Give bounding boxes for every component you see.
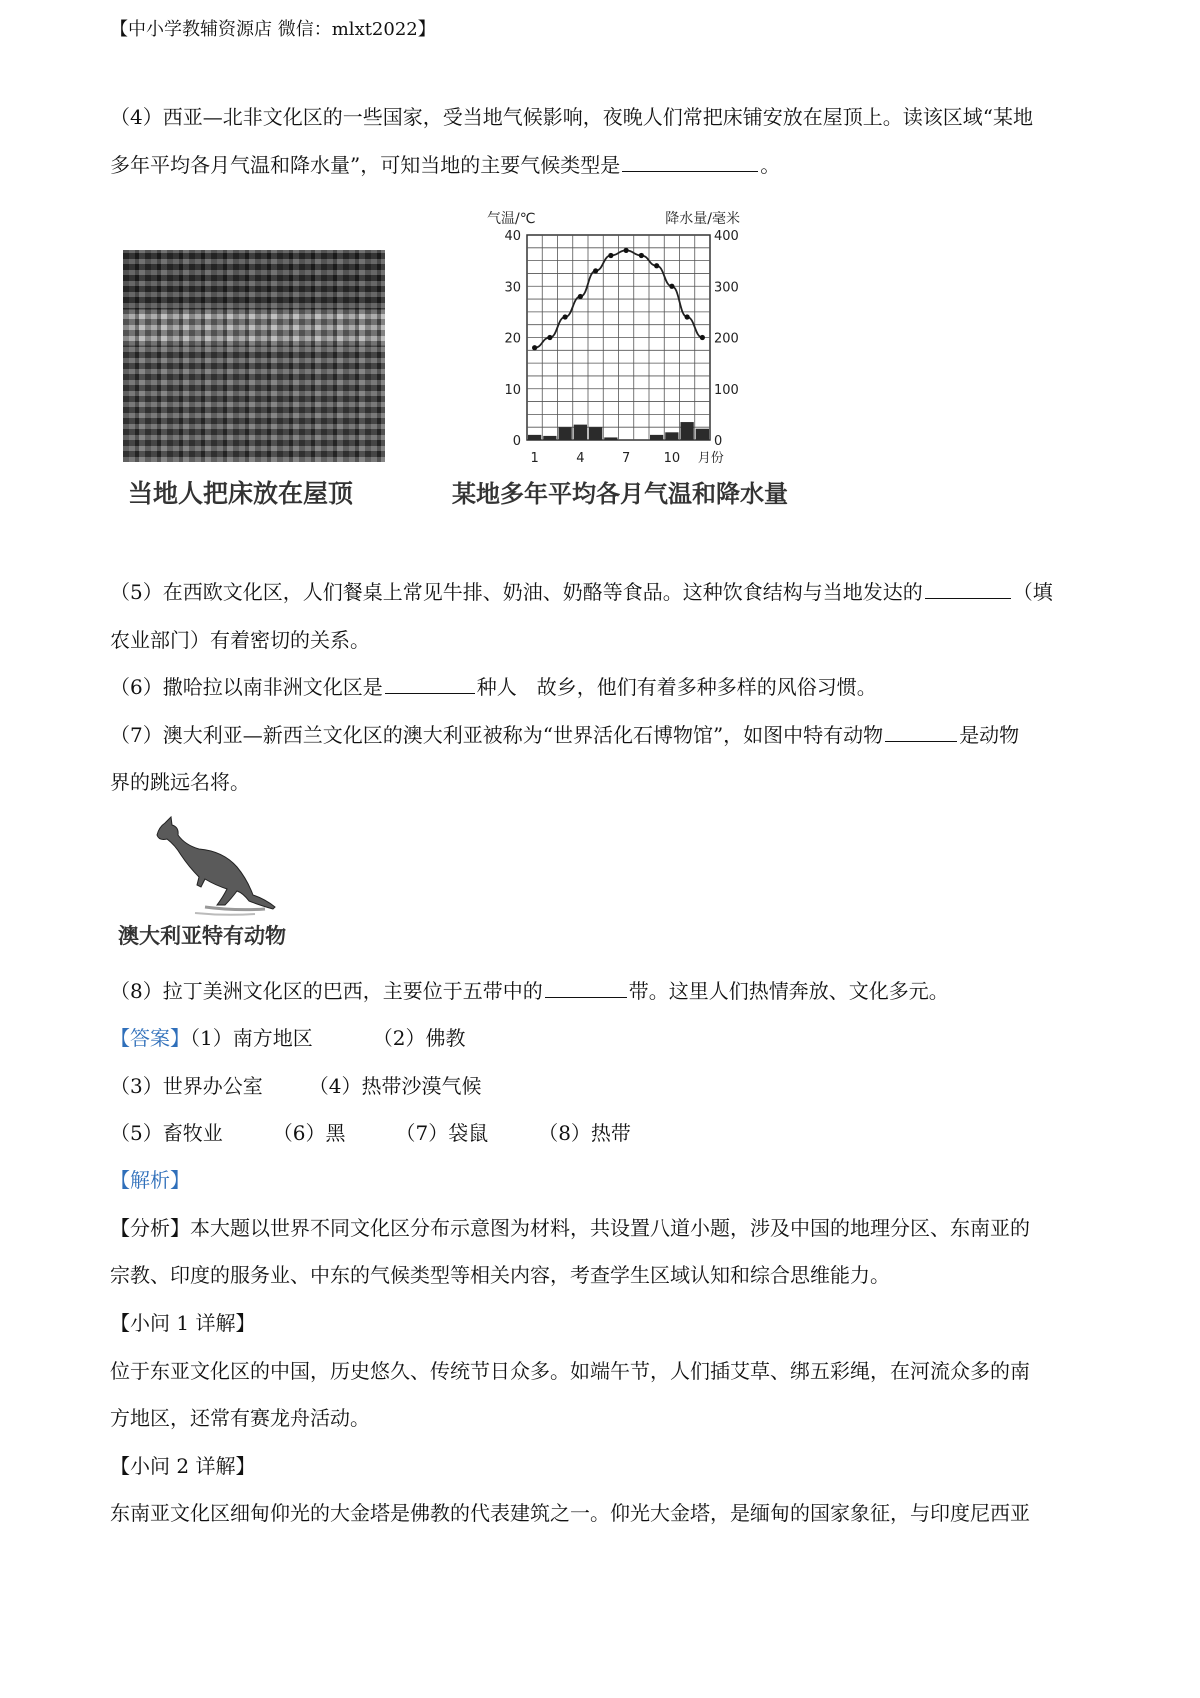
right-tick-label: 200: [714, 331, 739, 347]
q5-line1-text: （5）在西欧文化区，人们餐桌上常见牛排、奶油、奶酪等食品。这种饮食结构与当地发达的: [110, 580, 923, 604]
x-tick-label: 7: [621, 451, 631, 466]
q5-line2: 农业部门）有着密切的关系。: [110, 628, 370, 652]
answer-blank: [622, 151, 758, 172]
temperature-point: [593, 268, 598, 273]
q4-line2: [110, 151, 780, 179]
answer-line2: [110, 1072, 481, 1100]
precipitation-bar: [528, 435, 541, 440]
q4-line2-text: 多年平均各月气温和降水量”，可知当地的主要气候类型是: [110, 153, 621, 177]
chart-title: 某地多年平均各月气温和降水量: [452, 480, 788, 508]
temperature-point: [639, 253, 644, 258]
analysis-p1-line1: 【分析】本大题以世界不同文化区分布示意图为材料，共设置八道小题，涉及中国的地理分区、东南亚的: [110, 1216, 1030, 1240]
answer-blank: [545, 977, 627, 998]
temperature-point: [700, 335, 705, 340]
q7-line1-text: （7）澳大利亚—新西兰文化区的澳大利亚被称为“世界活化石博物馆”，如图中特有动物: [110, 723, 884, 747]
temperature-point: [624, 248, 629, 253]
answer-7: （7）袋鼠: [395, 1121, 489, 1145]
right-tick-label: 300: [714, 280, 739, 296]
precipitation-bar: [696, 429, 709, 440]
q5-line1: [110, 578, 1053, 606]
answer-label: 【答案】: [110, 1026, 190, 1050]
answer-3: （3）世界办公室: [110, 1074, 263, 1098]
answer-1: （1）南方地区: [190, 1026, 313, 1050]
kangaroo-caption: 澳大利亚特有动物: [118, 924, 286, 948]
right-axis-title: 降水量/毫米: [665, 211, 740, 227]
q8-text: （8）拉丁美洲文化区的巴西，主要位于五带中的: [110, 979, 543, 1003]
right-tick-label: 400: [714, 229, 739, 244]
rooftop-beds-photo: [123, 250, 385, 462]
precipitation-bar: [665, 432, 678, 440]
answer-6: （6）黑: [272, 1121, 346, 1145]
q6-text: （6）撒哈拉以南非洲文化区是: [110, 675, 383, 699]
sub1-line1: 位于东亚文化区的中国，历史悠久、传统节日众多。如端午节，人们插艾草、绑五彩绳，在河流众多的南: [110, 1359, 1030, 1383]
temperature-point: [547, 335, 552, 340]
sub1-line2: 方地区，还常有赛龙舟活动。: [110, 1406, 370, 1430]
precipitation-bar: [650, 435, 663, 440]
sub1-title: 【小问 1 详解】: [110, 1311, 256, 1335]
q6-end: 种人 故乡，他们有着多种多样的风俗习惯。: [476, 675, 877, 699]
x-tick-label: 4: [576, 451, 585, 466]
answer-8: （8）热带: [538, 1121, 631, 1145]
x-tick-label: 1: [530, 451, 539, 466]
page-header: 【中小学教辅资源店 微信：mlxt2022】: [110, 19, 436, 40]
precipitation-bar: [589, 427, 602, 440]
precipitation-bar: [543, 436, 556, 440]
temperature-point: [654, 263, 659, 268]
precipitation-bar: [559, 427, 572, 440]
temperature-point: [563, 314, 568, 319]
precipitation-bar: [574, 425, 587, 440]
answer-5: （5）畜牧业: [110, 1121, 223, 1145]
left-tick-label: 20: [504, 331, 521, 347]
q7-line1-end: 是动物: [959, 723, 1020, 747]
temperature-point: [578, 294, 583, 299]
q7-line2: 界的跳远名将。: [110, 770, 250, 794]
left-tick-label: 10: [504, 382, 521, 398]
left-tick-label: 40: [504, 229, 521, 244]
left-axis-title: 气温/℃: [487, 211, 536, 227]
q4-line1: （4）西亚—北非文化区的一些国家，受当地气候影响，夜晚人们常把床铺安放在屋顶上。读该区域“某地: [110, 105, 1033, 129]
temperature-point: [685, 314, 690, 319]
right-tick-label: 100: [714, 382, 739, 398]
q4-line2-end: 。: [760, 153, 781, 177]
x-axis-title: 月份: [697, 451, 724, 466]
q8-end: 带。这里人们热情奔放、文化多元。: [628, 979, 949, 1003]
analysis-p1-line2: 宗教、印度的服务业、中东的气候类型等相关内容，考查学生区域认知和综合思维能力。: [110, 1263, 890, 1287]
chart-labels: [452, 210, 788, 508]
temperature-point: [608, 253, 613, 258]
left-tick-label: 30: [504, 280, 521, 296]
precipitation-bar: [604, 437, 617, 440]
answer-line1: [110, 1024, 465, 1052]
temperature-point: [669, 284, 674, 289]
answer-2: （2）佛教: [372, 1026, 466, 1050]
kangaroo-image: [145, 815, 285, 920]
q6-line: [110, 673, 877, 701]
sub2-title: 【小问 2 详解】: [110, 1454, 256, 1478]
answer-blank: [385, 673, 475, 694]
climate-chart: [440, 200, 800, 555]
q8-line: [110, 977, 949, 1005]
chart-grid: [527, 235, 710, 440]
left-tick-label: 0: [512, 434, 521, 449]
answer-blank: [925, 578, 1011, 599]
answer-blank: [885, 721, 957, 742]
answer-4: （4）热带沙漠气候: [308, 1074, 482, 1098]
q7-line1: [110, 721, 1019, 749]
precipitation-bar: [681, 422, 694, 440]
analysis-label: 【解析】: [110, 1168, 190, 1192]
x-tick-label: 10: [663, 451, 681, 466]
right-tick-label: 0: [714, 434, 723, 449]
q5-line1-end: （填: [1012, 580, 1053, 604]
temperature-point: [532, 345, 537, 350]
sub2-line1: 东南亚文化区细甸仰光的大金塔是佛教的代表建筑之一。仰光大金塔，是缅甸的国家象征，与印度尼西亚: [110, 1501, 1030, 1525]
answer-line3: [110, 1119, 631, 1147]
photo-caption: 当地人把床放在屋顶: [128, 479, 354, 508]
